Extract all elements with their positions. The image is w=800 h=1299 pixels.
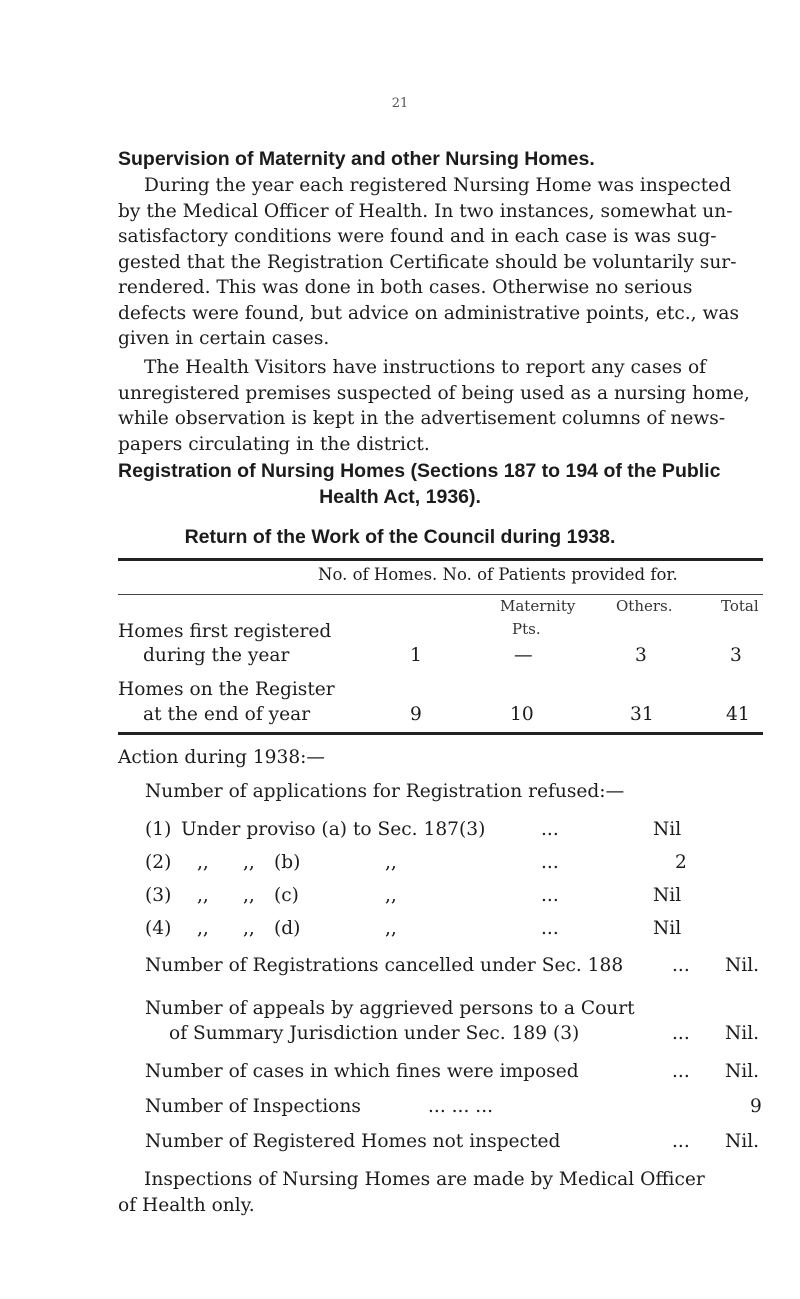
item-text: Under proviso (a) to Sec. 187(3)	[181, 819, 486, 840]
ditto-mark: ,,	[197, 852, 209, 873]
list-item	[145, 852, 763, 878]
item-sub: (b)	[274, 852, 301, 873]
stat-text: Number of cases in which fines were imposed	[145, 1061, 579, 1082]
list-item	[145, 819, 763, 845]
refused-heading: Number of applications for Registration refused:—	[145, 781, 625, 802]
stat-registrations-cancelled	[145, 955, 763, 981]
cell-homes: 9	[410, 704, 422, 725]
cell-maternity: 10	[510, 704, 534, 725]
text-line: of Health only.	[118, 1194, 255, 1216]
leader-dots: ...	[672, 1061, 690, 1082]
column-header-maternity: Maternity	[500, 597, 576, 615]
action-heading: Action during 1938:—	[118, 747, 326, 768]
ditto-mark: ,,	[243, 852, 255, 873]
leader-dots: ...	[541, 885, 559, 906]
ditto-mark: ,,	[385, 918, 397, 939]
paragraph-closing	[118, 1167, 763, 1218]
leader-dots: ...	[541, 852, 559, 873]
table-header-rule	[118, 594, 763, 595]
row-label-cont: during the year	[143, 645, 290, 666]
row-label: Homes on the Register	[118, 679, 335, 700]
ditto-mark: ,,	[385, 885, 397, 906]
column-header-maternity-sub: Pts.	[512, 620, 541, 638]
list-item	[145, 918, 763, 944]
cell-maternity: —	[514, 645, 533, 666]
stat-text-cont: of Summary Jurisdiction under Sec. 189 (3)	[169, 1023, 580, 1044]
ditto-mark: ,,	[243, 885, 255, 906]
item-number: (4)	[145, 918, 172, 939]
table-bottom-rule	[118, 732, 763, 735]
leader-dots: ...	[672, 1131, 690, 1152]
list-item	[145, 885, 763, 911]
section-title-supervision: Supervision of Maternity and other Nursing Homes.	[118, 148, 595, 170]
paragraph-health-visitors	[118, 355, 763, 457]
stat-text: Number of Registered Homes not inspected	[145, 1131, 561, 1152]
stat-not-inspected	[145, 1131, 763, 1157]
item-sub: (c)	[274, 885, 299, 906]
section-title-registration-cont: Health Act, 1936).	[319, 486, 481, 508]
cell-homes: 1	[410, 645, 422, 666]
page-number: 21	[391, 96, 409, 111]
cell-others: 3	[635, 645, 647, 666]
stat-fines	[145, 1061, 763, 1087]
item-number: (2)	[145, 852, 172, 873]
item-value: Nil	[653, 918, 682, 939]
text-line: satisfactory conditions were found and in each case is was sug-	[118, 226, 717, 247]
section-subtitle-return: Return of the Work of the Council during 1938.	[184, 526, 616, 548]
column-header-total: Total	[721, 597, 759, 615]
text-line: Inspections of Nursing Homes are made by Medical Officer	[144, 1169, 705, 1190]
ditto-mark: ,,	[385, 852, 397, 873]
stat-inspections	[145, 1096, 763, 1122]
cell-total: 41	[726, 704, 750, 725]
text-line: defects were found, but advice on administrative points, etc., was	[118, 302, 740, 324]
text-line: while observation is kept in the advertisement columns of news-	[118, 408, 726, 429]
stat-text: Number of Inspections	[145, 1096, 361, 1117]
text-line: rendered. This was done in both cases. Otherwise no serious	[118, 277, 693, 298]
text-line: by the Medical Officer of Health. In two instances, somewhat un-	[118, 200, 733, 222]
item-sub: (d)	[274, 918, 301, 939]
item-value: Nil	[653, 819, 682, 840]
leader-dots: ...	[541, 918, 559, 939]
cell-others: 31	[630, 704, 654, 725]
row-label-cont: at the end of year	[143, 704, 311, 725]
stat-value: Nil.	[725, 1023, 760, 1044]
column-header-others: Others.	[616, 597, 673, 615]
table-header-top: No. of Homes. No. of Patients provided for.	[318, 565, 678, 584]
stat-value: Nil.	[725, 1061, 760, 1082]
section-title-registration: Registration of Nursing Homes (Sections 187 to 194 of the Public	[118, 460, 721, 482]
stat-appeals	[145, 998, 763, 1024]
stat-value: 9	[750, 1096, 762, 1117]
leader-dots: ... ... ...	[428, 1096, 494, 1117]
row-label: Homes first registered	[118, 621, 332, 642]
ditto-mark: ,,	[197, 885, 209, 906]
leader-dots: ...	[672, 955, 690, 976]
stat-appeals-cont	[145, 1023, 763, 1049]
stat-value: Nil.	[725, 1131, 760, 1152]
item-number: (1)	[145, 819, 172, 840]
cell-total: 3	[730, 645, 742, 666]
item-value: Nil	[653, 885, 682, 906]
text-line: given in certain cases.	[118, 328, 330, 349]
stat-text: Number of Registrations cancelled under Sec. 188	[145, 955, 624, 976]
item-number: (3)	[145, 885, 172, 906]
stat-value: Nil.	[725, 955, 760, 976]
paragraph-inspection	[118, 173, 763, 352]
text-line: During the year each registered Nursing Home was inspected	[144, 175, 732, 196]
ditto-mark: ,,	[243, 918, 255, 939]
text-line: papers circulating in the district.	[118, 433, 430, 455]
text-line: gested that the Registration Certificate should be voluntarily sur-	[118, 251, 737, 273]
leader-dots: ...	[541, 819, 559, 840]
text-line: unregistered premises suspected of being used as a nursing home,	[118, 382, 750, 404]
table-top-rule	[118, 558, 763, 561]
item-value: 2	[675, 852, 687, 873]
leader-dots: ...	[672, 1023, 690, 1044]
text-line: The Health Visitors have instructions to report any cases of	[144, 357, 707, 378]
stat-text: Number of appeals by aggrieved persons to a Court	[145, 998, 635, 1019]
ditto-mark: ,,	[197, 918, 209, 939]
